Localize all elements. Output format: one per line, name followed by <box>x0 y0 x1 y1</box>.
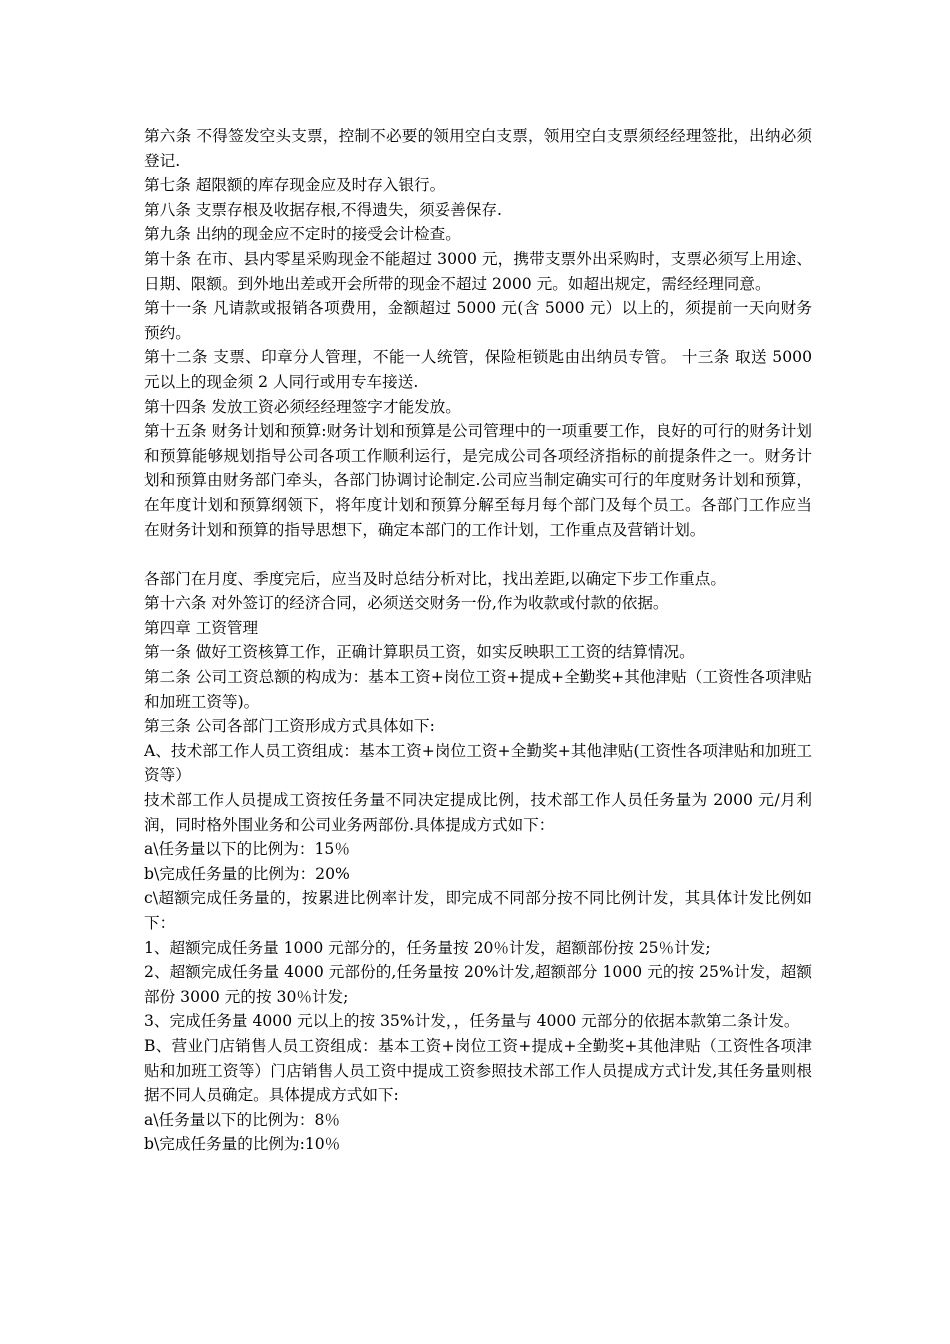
article-14: 第十四条 发放工资必须经经理签字才能发放。 <box>144 397 461 416</box>
article-12-13: 第十二条 支票、印章分人管理，不能一人统管，保险柜锁匙由出纳员专管。 十三条 取送 5000 元以上的现金须 2 人同行或用专车接送. <box>144 348 812 391</box>
document-body <box>144 124 812 1157</box>
wage-article-2: 第二条 公司工资总额的构成为：基本工资+岗位工资+提成+全勤奖+其他津贴（工资性各项津贴和加班工资等)。 <box>144 668 812 711</box>
rate-rule-1: 1、超额完成任务量 1000 元部分的，任务量按 20％计发，超额部份按 25％计发; <box>144 938 711 957</box>
article-15: 第十五条 财务计划和预算:财务计划和预算是公司管理中的一项重要工作，良好的可行的财务计划和预算能够规划指导公司各项工作顺利运行，是完成公司各项经济指标的前提条件之一。财务计划和预算由财务部门牵头，各部门协调讨论制定.公司应当制定确实可行的年度财务计划和预算，在年度计划和预算纲领下，将年度计划和预算分解至每月每个部门及每个员工。各部门工作应当在财务计划和预算的指导思想下，确定本部门的工作计划，工作重点及营销计划。 <box>144 422 812 539</box>
section-b-store-sales: B、营业门店销售人员工资组成：基本工资+岗位工资+提成+全勤奖+其他津贴（工资性各项津贴和加班工资等）门店销售人员工资中提成工资参照技术部工作人员提成方式计发,其任务量则根据不同人员确定。具体提成方式如下: <box>144 1036 812 1105</box>
tech-dept-commission: 技术部工作人员提成工资按任务量不同决定提成比例，技术部工作人员任务量为 2000 元/月利润，同时格外围业务和公司业务两部份.具体提成方式如下： <box>144 791 812 834</box>
article-16: 第十六条 对外签订的经济合同，必须送交财务一份,作为收款或付款的依据。 <box>144 594 669 613</box>
wage-article-3: 第三条 公司各部门工资形成方式具体如下: <box>144 717 435 736</box>
store-item-b: b\完成任务量的比例为:10％ <box>144 1135 341 1154</box>
wage-article-1: 第一条 做好工资核算工作，正确计算职员工资，如实反映职工工资的结算情况。 <box>144 643 695 662</box>
rate-rule-3: 3、完成任务量 4000 元以上的按 35%计发，，任务量与 4000 元部分的依据本款第二条计发。 <box>144 1012 800 1031</box>
item-a-below-target: a\任务量以下的比例为：15％ <box>144 840 350 859</box>
article-7: 第七条 超限额的库存现金应及时存入银行。 <box>144 176 446 195</box>
rate-rule-2: 2、超额完成任务量 4000 元部份的,任务量按 20%计发,超额部分 1000 元的按 25%计发，超额部份 3000 元的按 30％计发; <box>144 963 812 1006</box>
section-a-tech-dept: A、技术部工作人员工资组成：基本工资+岗位工资+全勤奖+其他津贴(工资性各项津贴和加班工资等） <box>144 741 812 785</box>
article-9: 第九条 出纳的现金应不定时的接受会计检查。 <box>144 225 461 244</box>
item-c-exceed-target: c\超额完成任务量的，按累进比例率计发，即完成不同部分按不同比例计发，其具体计发比例如下： <box>144 889 812 932</box>
store-item-a: a\任务量以下的比例为：8％ <box>144 1110 341 1129</box>
blank-line <box>144 542 812 567</box>
article-10: 第十条 在市、县内零星采购现金不能超过 3000 元，携带支票外出采购时，支票必须写上用途、日期、限额。到外地出差或开会所带的现金不超过 2000 元。如超出规定，需经经理同意。 <box>144 249 812 293</box>
item-b-target-met: b\完成任务量的比例为：20% <box>144 864 350 883</box>
chapter-4-heading: 第四章 工资管理 <box>144 618 259 637</box>
article-6: 第六条 不得签发空头支票，控制不必要的领用空白支票，领用空白支票须经经理签批，出纳必须登记. <box>144 127 812 170</box>
article-11: 第十一条 凡请款或报销各项费用，金额超过 5000 元(含 5000 元）以上的，须提前一天向财务预约。 <box>144 299 812 342</box>
article-8: 第八条 支票存根及收据存根,不得遗失，须妥善保存. <box>144 200 502 219</box>
monthly-review-paragraph: 各部门在月度、季度完后，应当及时总结分析对比，找出差距,以确定下步工作重点。 <box>144 569 726 588</box>
